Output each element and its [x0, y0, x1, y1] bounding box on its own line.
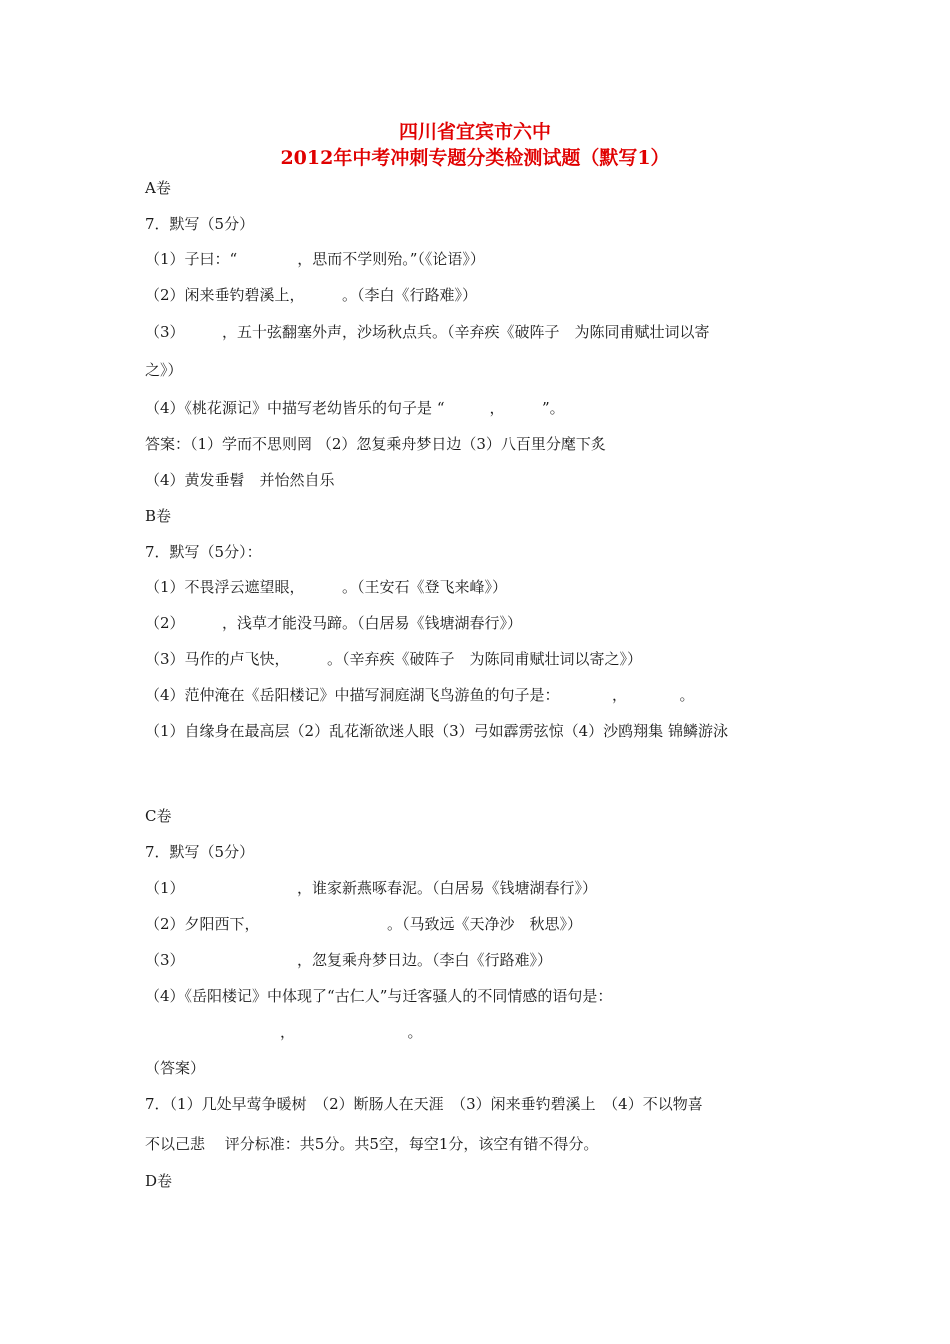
question-item-continued: 之》） — [145, 361, 183, 379]
question-item-continued: ， 。 — [145, 1023, 423, 1041]
question-item: （2） ，浅草才能没马蹄。（白居易《钱塘湖春行》） — [145, 614, 523, 632]
question-item: （3） ，五十弦翻塞外声，沙场秋点兵。（辛弃疾《破阵子 为陈同甫赋壮词以寄 — [145, 323, 710, 341]
question-heading: 7．默写（5分） — [145, 215, 255, 233]
answer-heading: （答案） — [145, 1059, 206, 1077]
title-school: 四川省宜宾市六中 — [398, 121, 551, 143]
question-item: （4）范仲淹在《岳阳楼记》中描写洞庭湖飞鸟游鱼的句子是： ， 。 — [145, 686, 695, 704]
answer-line: 不以己悲 评分标准：共5分。共5空，每空1分，该空有错不得分。 — [145, 1135, 599, 1153]
question-heading: 7．默写（5分）： — [145, 543, 262, 561]
question-item: （2）闲来垂钓碧溪上， 。（李白《行路难》） — [145, 286, 478, 304]
question-item: （3）马作的卢飞快， 。（辛弃疾《破阵子 为陈同甫赋壮词以寄之》） — [145, 650, 643, 668]
answer-line: 7．（1）几处早莺争暖树 （2）断肠人在天涯 （3）闲来垂钓碧溪上 （4）不以物喜 — [145, 1095, 703, 1113]
question-item: （4）《岳阳楼记》中体现了“古仁人”与迁客骚人的不同情感的语句是： — [145, 987, 613, 1005]
question-heading: 7．默写（5分） — [145, 843, 255, 861]
answer-line: 答案：（1）学而不思则罔 （2）忽复乘舟梦日边（3）八百里分麾下炙 — [145, 435, 606, 453]
question-item: （2）夕阳西下， 。（马致远《天净沙 秋思》） — [145, 915, 583, 933]
section-label-c: C卷 — [145, 807, 172, 825]
answer-line: （1）自缘身在最高层（2）乱花渐欲迷人眼（3）弓如霹雳弦惊（4）沙鸥翔集 锦鳞游泳 — [145, 722, 728, 740]
section-label-a: A卷 — [145, 179, 171, 197]
section-label-d: D卷 — [145, 1172, 173, 1190]
title-exam: 2012年中考冲刺专题分类检测试题（默写1） — [280, 147, 670, 169]
question-item: （1） ，谁家新燕啄春泥。（白居易《钱塘湖春行》） — [145, 879, 598, 897]
question-item: （4）《桃花源记》中描写老幼皆乐的句子是 “ ， ”。 — [145, 399, 565, 417]
question-item: （3） ，忽复乘舟梦日边。（李白《行路难》） — [145, 951, 553, 969]
question-item: （1）子曰：“ ，思而不学则殆。”（《论语》） — [145, 250, 485, 268]
question-item: （1）不畏浮云遮望眼， 。（王安石《登飞来峰》） — [145, 578, 508, 596]
answer-line: （4）黄发垂髫 并怡然自乐 — [145, 471, 335, 489]
section-label-b: B卷 — [145, 507, 172, 525]
